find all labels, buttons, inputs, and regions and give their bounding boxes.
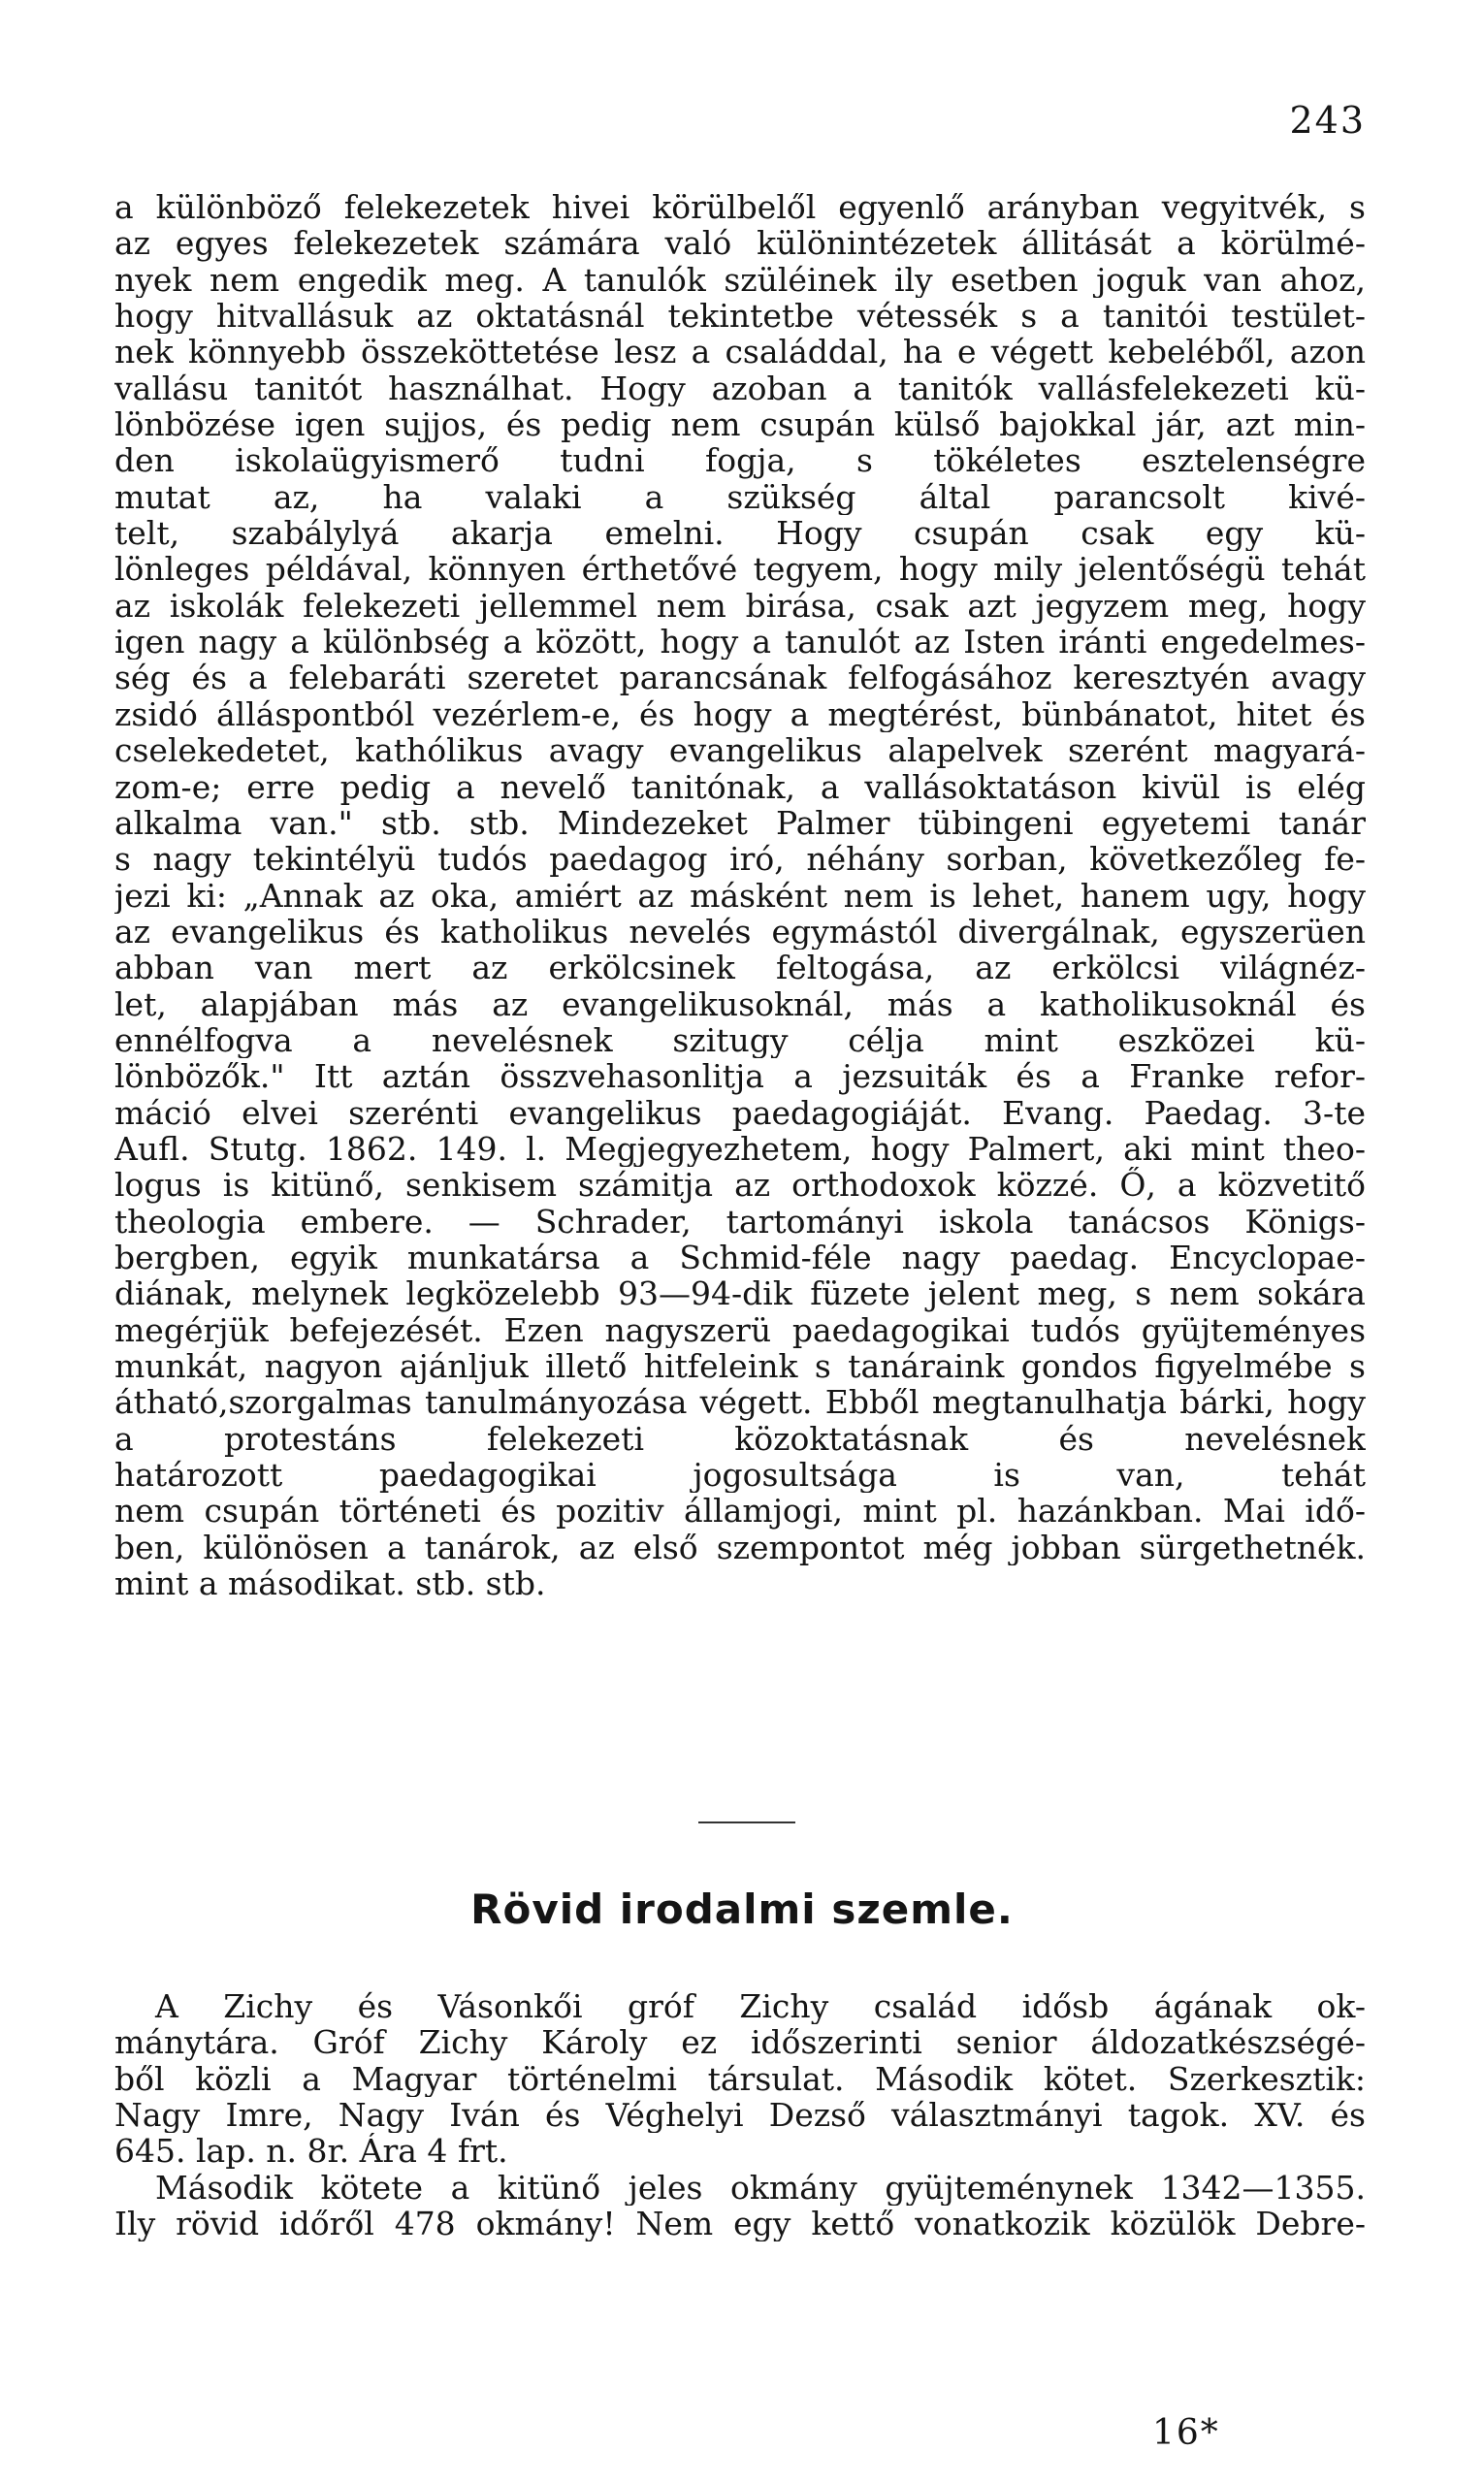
text-line: theologia embere. — Schrader, tartományi iskola tanácsos Königs- xyxy=(114,1203,1366,1240)
text-line: nyek nem engedik meg. A tanulók szüléinek ily esetben joguk van ahoz, xyxy=(114,261,1366,299)
text-line: Ily rövid időről 478 okmány! Nem egy kettő vonatkozik közülök Debre- xyxy=(114,2206,1366,2242)
text-line: zsidó álláspontból vezérlem-e, és hogy a megtérést, bünbánatot, hitet és xyxy=(114,695,1366,733)
text-line: Nagy Imre, Nagy Iván és Véghelyi Dezső választmányi tagok. XV. és xyxy=(114,2097,1366,2134)
text-line: igen nagy a különbség a között, hogy a tanulót az Isten iránti engedelmes- xyxy=(114,624,1366,661)
text-line: nek könnyebb összeköttetése lesz a családdal, ha e végett kebeléből, azon xyxy=(114,334,1366,371)
review-text-block xyxy=(114,1988,1366,2241)
text-line: mánytára. Gróf Zichy Károly ez időszerinti senior áldozatkészségé- xyxy=(114,2024,1366,2061)
text-line: jezi ki: „Annak az oka, amiért az másként nem is lehet, hanem ugy, hogy xyxy=(114,877,1366,914)
text-line: az egyes felekezetek számára való különintézetek állitását a körülmé- xyxy=(114,225,1366,262)
text-line: ennélfogva a nevelésnek szitugy célja mint eszközei kü- xyxy=(114,1021,1366,1059)
text-line: az evangelikus és katholikus nevelés egymástól divergálnak, egyszerüen xyxy=(114,913,1366,951)
text-line: lönbözése igen sujjos, és pedig nem csupán külső bajokkal jár, azt min- xyxy=(114,406,1366,443)
text-line: zom-e; erre pedig a nevelő tanitónak, a vallásoktatáson kivül is elég xyxy=(114,768,1366,805)
text-line: telt, szabálylyá akarja emelni. Hogy csupán csak egy kü- xyxy=(114,515,1366,552)
text-line: mint a másodikat. stb. stb. xyxy=(114,1565,546,1602)
text-line: den iskolaügyismerő tudni fogja, s tökéletes esztelenségre xyxy=(114,442,1366,479)
main-text-block xyxy=(114,189,1366,1601)
text-line: A Zichy és Vásonkői gróf Zichy család idősb ágának ok- xyxy=(155,1988,1366,2025)
section-title: Rövid irodalmi szemle. xyxy=(470,1886,1014,1933)
text-line: ség és a felebaráti szeretet parancsának felfogásához keresztyén avagy xyxy=(114,660,1366,696)
text-line: átható,szorgalmas tanulmányozása végett. Ebből megtanulhatja bárki, hogy xyxy=(114,1384,1366,1421)
text-line: alkalma van." stb. stb. Mindezeket Palmer tübingeni egyetemi tanár xyxy=(114,804,1366,842)
text-line: hogy hitvallásuk az oktatásnál tekintetbe vétessék s a tanitói testület- xyxy=(114,298,1366,335)
text-line: nem csupán történeti és pozitiv államjogi, mint pl. hazánkban. Mai idő- xyxy=(114,1493,1366,1530)
text-line: bergben, egyik munkatársa a Schmid-féle nagy paedag. Encyclopae- xyxy=(114,1239,1366,1276)
text-line: s nagy tekintélyü tudós paedagog iró, néhány sorban, következőleg fe- xyxy=(114,841,1366,878)
text-line: diának, melynek legközelebb 93—94-dik füzete jelent meg, s nem sokára xyxy=(114,1275,1366,1312)
text-line: a protestáns felekezeti közoktatásnak és nevelésnek xyxy=(114,1420,1366,1458)
text-line: Második kötete a kitünő jeles okmány gyüjteménynek 1342—1355. xyxy=(155,2169,1366,2207)
text-line: a különböző felekezetek hivei körülbelől egyenlő arányban vegyitvék, s xyxy=(114,189,1366,226)
page-number: 243 xyxy=(1289,99,1366,142)
text-line: határozott paedagogikai jogosultsága is van, tehát xyxy=(114,1457,1366,1494)
text-line: 645. lap. n. 8r. Ára 4 frt. xyxy=(114,2133,508,2170)
text-line: mutat az, ha valaki a szükség által parancsolt kivé- xyxy=(114,478,1366,516)
text-line: let, alapjában más az evangelikusoknál, más a katholikusoknál és xyxy=(114,985,1366,1022)
text-line: az iskolák felekezeti jellemmel nem birása, csak azt jegyzem meg, hogy xyxy=(114,587,1366,625)
section-divider xyxy=(698,1821,795,1823)
text-line: munkát, nagyon ajánljuk illető hitfeleink s tanáraink gondos figyelmébe s xyxy=(114,1348,1366,1385)
text-line: megérjük befejezését. Ezen nagyszerü paedagogikai tudós gyüjteményes xyxy=(114,1311,1366,1348)
text-line: lönleges példával, könnyen érthetővé tegyem, hogy mily jelentőségü tehát xyxy=(114,551,1366,588)
text-line: cselekedetet, kathólikus avagy evangelikus alapelvek szerént magyará- xyxy=(114,732,1366,769)
text-line: logus is kitünő, senkisem számitja az orthodoxok közzé. Ő, a közvetitő xyxy=(114,1167,1366,1204)
signature-mark: 16* xyxy=(1152,2413,1220,2453)
text-line: lönbözők." Itt aztán összvehasonlitja a jezsuiták és a Franke refor- xyxy=(114,1058,1366,1095)
text-line: Aufl. Stutg. 1862. 149. l. Megjegyezhetem, hogy Palmert, aki mint theo- xyxy=(114,1130,1366,1168)
text-line: máció elvei szerénti evangelikus paedagogiáját. Evang. Paedag. 3-te xyxy=(114,1094,1366,1131)
text-line: ben, különösen a tanárok, az első szempontot még jobban sürgethetnék. xyxy=(114,1529,1366,1566)
text-line: abban van mert az erkölcsinek feltogása, az erkölcsi világnéz- xyxy=(114,950,1366,986)
text-line: ből közli a Magyar történelmi társulat. Második kötet. Szerkesztik: xyxy=(114,2060,1366,2098)
text-line: vallásu tanitót használhat. Hogy azoban a tanitók vallásfelekezeti kü- xyxy=(114,370,1366,407)
